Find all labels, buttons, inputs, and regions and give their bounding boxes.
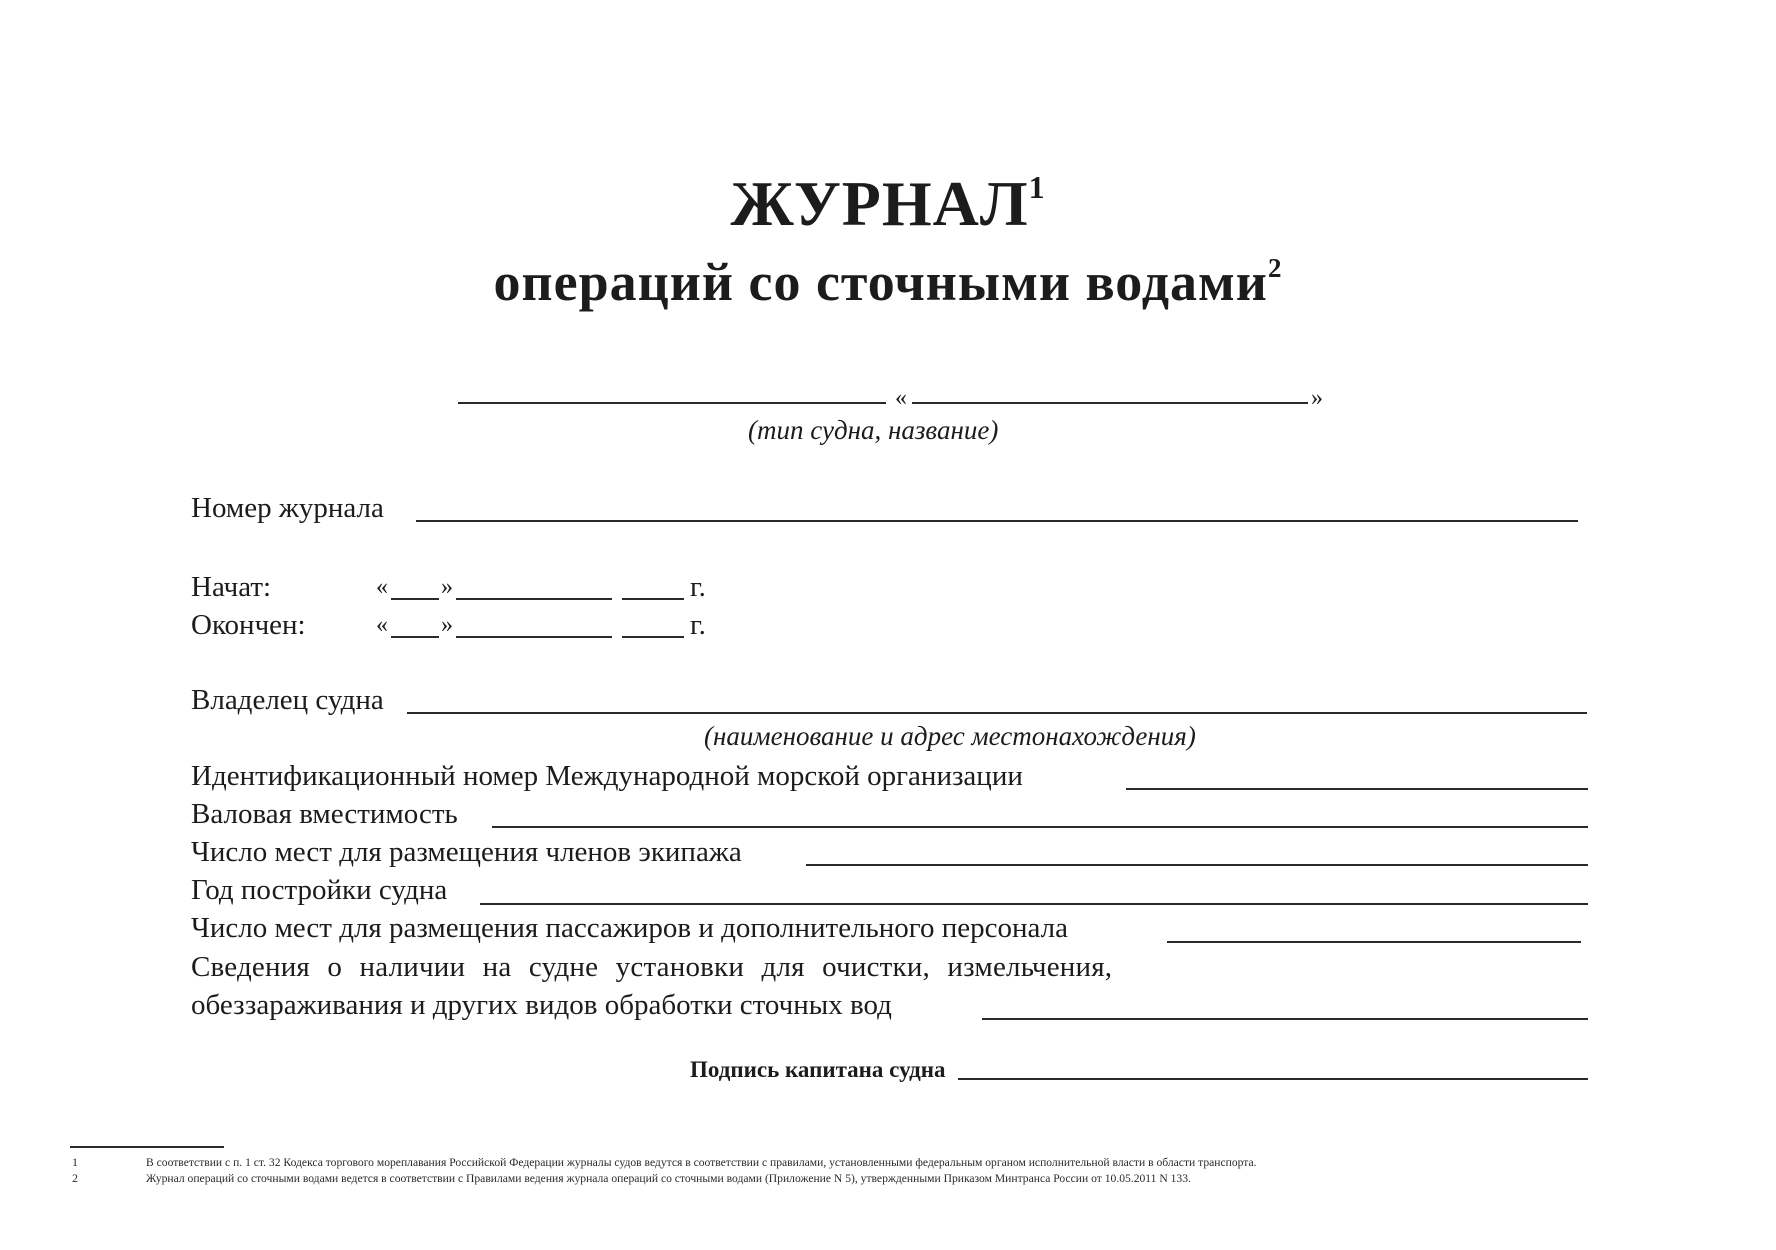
crew-line[interactable] xyxy=(806,864,1588,866)
started-month-line[interactable] xyxy=(456,598,612,600)
tonnage-label: Валовая вместимость xyxy=(191,798,458,830)
footnote-1-text: В соответствии с п. 1 ст. 32 Кодекса торгового мореплавания Российской Федерации журналы судов ведутся в соответствии с правилами, установленными федеральным органом исполнительной власти в области транспорта. xyxy=(146,1156,1257,1169)
vessel-open-quote: « xyxy=(895,385,907,411)
started-day-open: « xyxy=(376,574,388,600)
built-year-label: Год постройки судна xyxy=(191,874,448,906)
vessel-name-line[interactable] xyxy=(912,402,1308,404)
imo-label: Идентификационный номер Международной морской организации xyxy=(191,760,1023,792)
vessel-caption: (тип судна, название) xyxy=(748,415,999,445)
started-year-line[interactable] xyxy=(622,598,684,600)
journal-number-label: Номер журнала xyxy=(191,492,384,524)
footnote-ref-2: 2 xyxy=(1267,253,1283,284)
passengers-line[interactable] xyxy=(1167,941,1581,943)
ended-month-line[interactable] xyxy=(456,636,612,638)
built-year-line[interactable] xyxy=(480,903,1588,905)
treatment-line[interactable] xyxy=(982,1018,1588,1020)
tonnage-line[interactable] xyxy=(492,826,1588,828)
signature-label: Подпись капитана судна xyxy=(690,1057,946,1082)
treatment-label-line-2: обеззараживания и других видов обработки сточных вод xyxy=(191,989,892,1021)
imo-line[interactable] xyxy=(1126,788,1588,790)
document-title: ЖУРНАЛ$^1$ xyxy=(730,168,1046,239)
footnote-separator xyxy=(70,1146,224,1148)
started-day-line[interactable] xyxy=(391,598,439,600)
started-label: Начат: xyxy=(191,571,272,603)
started-day-close: » xyxy=(441,574,453,600)
footnote-ref-1: 1 xyxy=(1028,168,1046,205)
ended-day-line[interactable] xyxy=(391,636,439,638)
ended-year-line[interactable] xyxy=(622,636,684,638)
started-year-suffix: г. xyxy=(690,571,706,603)
ended-day-open: « xyxy=(376,612,388,638)
footnote-2-number: 2 xyxy=(72,1171,78,1185)
document-subtitle: операций со сточными водами$^2$ xyxy=(493,252,1283,312)
vessel-type-line[interactable] xyxy=(458,402,886,404)
owner-line[interactable] xyxy=(407,712,1587,714)
journal-number-line[interactable] xyxy=(416,520,1578,522)
owner-label: Владелец судна xyxy=(191,684,384,716)
footnote-1-number: 1 xyxy=(72,1155,78,1169)
signature-line[interactable] xyxy=(958,1078,1588,1080)
crew-label: Число мест для размещения членов экипажа xyxy=(191,836,742,868)
ended-label: Окончен: xyxy=(191,609,306,641)
footnote-2-text: Журнал операций со сточными водами ведется в соответствии с Правилами ведения журнала операций со сточными водами (Приложение N 5), утвержденными Приказом Минтранса России от 10.05.2011 N 133. xyxy=(146,1172,1191,1185)
passengers-label: Число мест для размещения пассажиров и дополнительного персонала xyxy=(191,912,1068,944)
treatment-label-line-1: Сведения о наличии на судне установки для очистки, измельчения, xyxy=(191,951,1113,983)
ended-day-close: » xyxy=(441,612,453,638)
ended-year-suffix: г. xyxy=(690,609,706,641)
vessel-close-quote: » xyxy=(1311,385,1323,411)
owner-caption: (наименование и адрес местонахождения) xyxy=(704,721,1196,751)
